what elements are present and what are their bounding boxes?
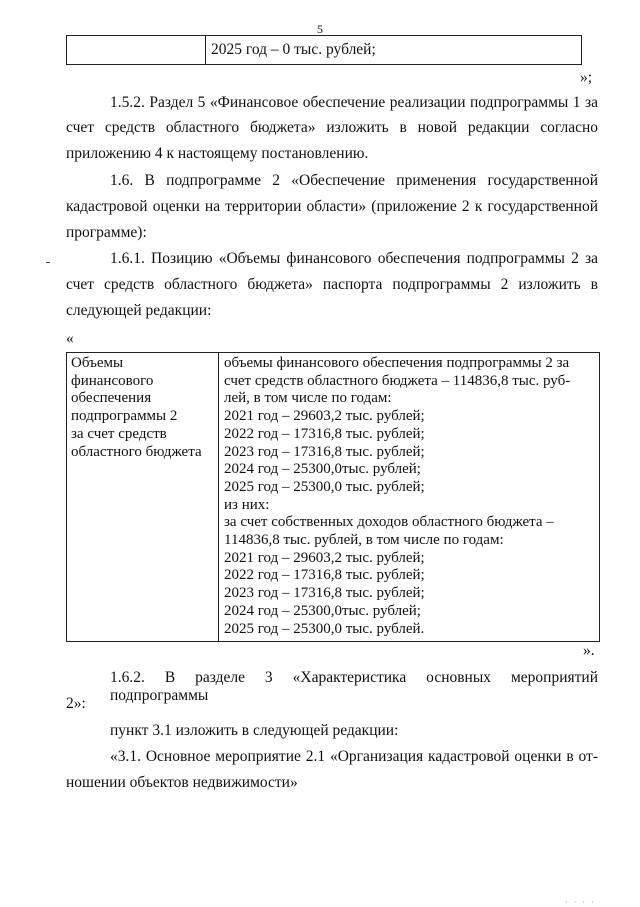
value-line: 2022 год – 17316,8 тыс. рублей; bbox=[224, 567, 425, 584]
closing-quote-semicolon: »; bbox=[580, 69, 593, 86]
para-1-6-line-1: 1.6. В подпрограмме 2 «Обеспечение применения государственной bbox=[110, 172, 598, 189]
para-1-6-2-line-2: 2»: bbox=[66, 695, 86, 712]
value-line: 114836,8 тыс. рублей, в том числе по годам: bbox=[224, 532, 504, 549]
label-line: Объемы bbox=[71, 355, 124, 371]
value-line: объемы финансового обеспечения подпрограммы 2 за bbox=[224, 355, 570, 371]
opening-quote: « bbox=[66, 330, 74, 347]
value-line: 2025 год – 25300,0 тыс. рублей. bbox=[224, 620, 425, 637]
label-line: обеспечения bbox=[71, 390, 152, 407]
value-line: 2022 год – 17316,8 тыс. рублей; bbox=[224, 425, 425, 442]
top-table-fragment bbox=[66, 35, 582, 65]
table-cell-empty bbox=[67, 36, 206, 65]
para-1-5-2-line-1: 1.5.2. Раздел 5 «Финансовое обеспечение реализации подпрограммы 1 за bbox=[110, 94, 598, 111]
label-line: областного бюджета bbox=[71, 443, 202, 460]
value-line: лей, в том числе по годам: bbox=[224, 390, 392, 407]
table-cell-label bbox=[67, 353, 219, 642]
para-3-1-line-2: ношении объектов недвижимости» bbox=[66, 774, 298, 791]
value-line: 2024 год – 25300,0тыс. рублей; bbox=[224, 461, 421, 478]
para-3-1-line-1: «3.1. Основное мероприятие 2.1 «Организация кадастровой оценки в от- bbox=[110, 748, 598, 765]
value-line: 2023 год – 17316,8 тыс. рублей; bbox=[224, 443, 425, 460]
table-cell-2025: 2025 год – 0 тыс. рублей; bbox=[206, 36, 582, 65]
footer-mark: · · · · bbox=[565, 898, 596, 907]
value-line: из них: bbox=[224, 496, 270, 513]
value-line: 2021 год – 29603,2 тыс. рублей; bbox=[224, 408, 425, 425]
para-1-6-line-2: кадастровой оценки на территории области» (приложение 2 к государственной bbox=[66, 198, 598, 215]
para-1-5-2-line-3: приложению 4 к настоящему постановлению. bbox=[66, 145, 369, 162]
table-row bbox=[67, 353, 600, 642]
table-cell-values bbox=[219, 353, 600, 642]
margin-mark bbox=[46, 262, 50, 263]
value-line: 2024 год – 25300,0тыс. рублей; bbox=[224, 602, 421, 619]
para-1-6-1-line-3: следующей редакции: bbox=[66, 302, 212, 319]
para-1-6-1-line-2: счет средств областного бюджета» паспорта подпрограммы 2 изложить в bbox=[66, 276, 598, 293]
value-line: счет средств областного бюджета – 114836,8 тыс. руб- bbox=[224, 372, 571, 389]
value-line: 2023 год – 17316,8 тыс. рублей; bbox=[224, 585, 425, 602]
para-1-6-line-3: программе): bbox=[66, 224, 147, 241]
closing-quote-period: ». bbox=[583, 642, 595, 659]
value-line: 2021 год – 29603,2 тыс. рублей; bbox=[224, 549, 425, 566]
financing-table bbox=[66, 352, 600, 642]
value-line: за счет собственных доходов областного бюджета – bbox=[224, 514, 554, 531]
para-1-6-2-line-1: 1.6.2. В разделе 3 «Характеристика основных мероприятий подпрограммы bbox=[110, 669, 598, 704]
para-3-1-intro: пункт 3.1 изложить в следующей редакции: bbox=[110, 722, 399, 739]
label-line: финансового bbox=[71, 372, 154, 389]
table-row bbox=[67, 36, 582, 65]
para-1-5-2-line-2: счет средств областного бюджета» изложить в новой редакции согласно bbox=[66, 119, 598, 136]
page-number: 5 bbox=[317, 22, 323, 36]
label-line: за счет средств bbox=[71, 425, 167, 442]
value-line: 2025 год – 25300,0 тыс. рублей; bbox=[224, 478, 425, 495]
label-line: подпрограммы 2 bbox=[71, 408, 178, 425]
para-1-6-1-line-1: 1.6.1. Позицию «Объемы финансового обеспечения подпрограммы 2 за bbox=[110, 250, 598, 267]
